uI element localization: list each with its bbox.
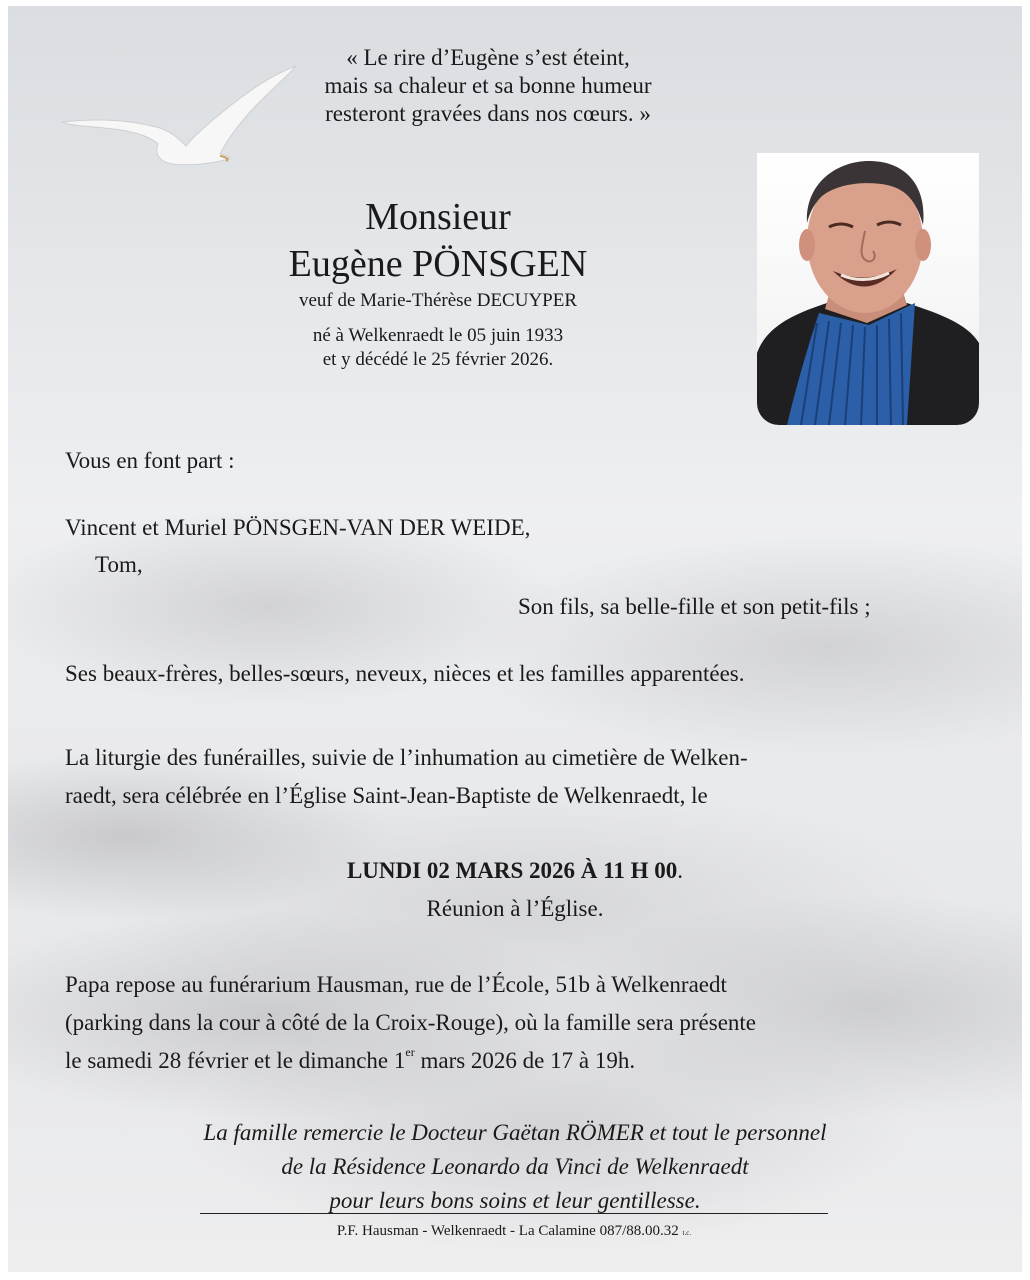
rest-line xyxy=(65,1046,635,1076)
widower-line: veuf de Marie-Thérèse DECUYPER xyxy=(298,290,578,311)
footer-text: P.F. Hausman - Welkenraedt - La Calamine 087/88.00.32 xyxy=(336,1223,679,1239)
rest-line: Papa repose au funérarium Hausman, rue de l’École, 51b à Welkenraedt xyxy=(65,972,727,997)
thanks-line: de la Résidence Leonardo da Vinci de Welkenraedt xyxy=(281,1154,749,1179)
family-line: Vincent et Muriel PÖNSGEN-VAN DER WEIDE, xyxy=(65,515,531,540)
liturgy-line: raedt, sera célébrée en l’Église Saint-Jean-Baptiste de Welkenraedt, le xyxy=(65,783,708,808)
divider xyxy=(200,1213,828,1214)
honorific: Monsieur xyxy=(365,196,511,238)
thanks-line: pour leurs bons soins et leur gentillesse. xyxy=(329,1188,701,1213)
ceremony-date-period: . xyxy=(677,858,684,883)
obituary-card xyxy=(8,6,1022,1272)
rest-line-text: le samedi 28 février et le dimanche 1 xyxy=(65,1048,406,1073)
quote-line: « Le rire d’Eugène s’est éteint, xyxy=(346,45,630,70)
announce-line: Vous en font part : xyxy=(65,448,235,473)
quote-line: mais sa chaleur et sa bonne humeur xyxy=(324,73,652,98)
thanks-line: La famille remercie le Docteur Gaëtan RÖMER et tout le personnel xyxy=(203,1120,827,1145)
portrait-photo xyxy=(757,153,979,425)
ceremony-date xyxy=(8,856,1022,886)
ordinal-suffix: er xyxy=(405,1045,415,1059)
memorial-quote xyxy=(228,44,748,128)
rest-line-text-end: mars 2026 de 17 à 19h. xyxy=(414,1048,636,1073)
family-relation: Son fils, sa belle-fille et son petit-fils ; xyxy=(518,594,871,619)
death-line: et y décédé le 25 février 2026. xyxy=(322,349,554,370)
portrait-illustration xyxy=(757,153,979,425)
deceased-name: Eugène PÖNSGEN xyxy=(288,243,588,285)
family-others: Ses beaux-frères, belles-sœurs, neveux, nièces et les familles apparentées. xyxy=(65,661,745,686)
birth-line: né à Welkenraedt le 05 juin 1933 xyxy=(312,325,564,346)
meeting-line: Réunion à l’Église. xyxy=(426,896,604,921)
liturgy-line: La liturgie des funérailles, suivie de l’inhumation au cimetière de Welken- xyxy=(65,745,748,770)
ceremony-date-text: LUNDI 02 MARS 2026 À 11 H 00 xyxy=(346,858,678,883)
family-line: Tom, xyxy=(95,552,143,577)
quote-line: resteront gravées dans nos cœurs. » xyxy=(325,101,651,126)
footer-mark: t.c. xyxy=(682,1229,692,1237)
rest-line: (parking dans la cour à côté de la Croix-Rouge), où la famille sera présente xyxy=(65,1010,757,1035)
funeral-home-footer xyxy=(208,1223,820,1240)
